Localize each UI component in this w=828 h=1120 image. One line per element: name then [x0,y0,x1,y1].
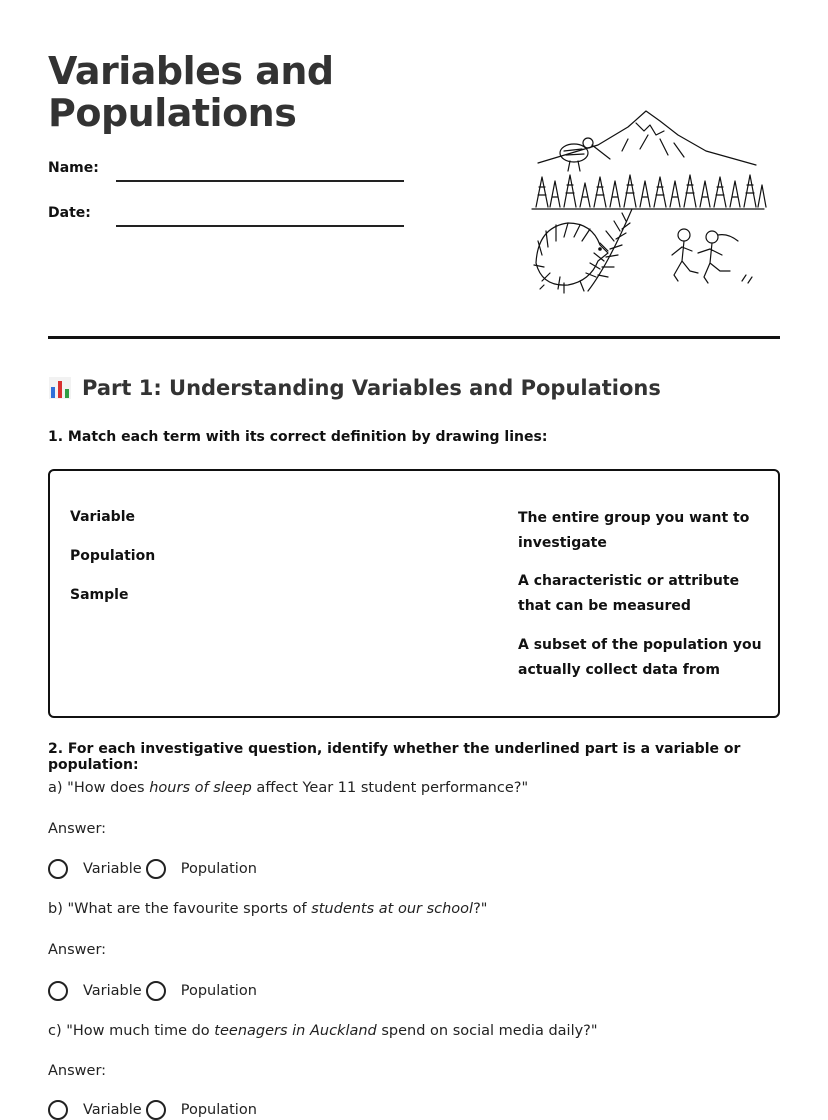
fern-icon [586,209,632,291]
title-line-1: Variables and [48,49,334,93]
date-field[interactable] [116,225,404,227]
answer-label: Answer: [48,1063,107,1079]
date-label: Date: [48,205,91,221]
title-line-2: Populations [48,91,297,135]
part-1-heading-text: Part 1: Understanding Variables and Populations [82,376,661,400]
term-sample[interactable]: Sample [70,587,129,603]
bar-chart-icon [48,376,72,400]
question-1-prompt: 1. Match each term with its correct definition by drawing lines: [48,429,548,445]
radio-label-population: Population [180,983,257,999]
question-2-prompt: 2. For each investigative question, identify whether the underlined part is a variable or population: [48,741,741,773]
definition-entire-group[interactable]: The entire group you want to investigate [518,510,750,551]
term-population[interactable]: Population [70,548,156,564]
worksheet-title [48,50,334,134]
name-field[interactable] [116,180,404,182]
part-1-heading [48,376,661,400]
question-2a-suffix: affect Year 11 student performance?" [251,780,529,796]
radio-variable-2a[interactable] [48,859,68,879]
hedgehog-icon [534,223,608,293]
question-2b-suffix: ?" [473,901,488,917]
forest-icon [532,175,766,209]
radio-population-2b[interactable] [146,981,166,1001]
radio-population-2a[interactable] [146,859,166,879]
answer-options-2a [48,859,261,879]
radio-label-variable: Variable [83,1102,142,1118]
radio-label-variable: Variable [83,861,142,877]
children-running-icon [540,229,752,289]
question-2b-emphasis: students at our school [311,901,474,917]
answer-options-2b [48,981,261,1001]
radio-label-variable: Variable [83,983,142,999]
question-2b-text [48,901,487,917]
radio-variable-2b[interactable] [48,981,68,1001]
question-2a-prefix: a) "How does [48,780,150,796]
name-label: Name: [48,160,99,176]
term-variable[interactable]: Variable [70,509,135,525]
nature-scene-illustration [528,105,770,297]
radio-label-population: Population [180,1102,257,1118]
definition-characteristic[interactable]: A characteristic or attribute that can be measured [518,573,740,614]
mountain-icon [538,111,756,165]
question-2a-emphasis: hours of sleep [149,780,252,796]
section-divider [48,336,780,339]
radio-population-2c[interactable] [146,1100,166,1120]
radio-variable-2c[interactable] [48,1100,68,1120]
answer-label: Answer: [48,942,107,958]
question-2a-text [48,780,528,796]
definition-subset[interactable]: A subset of the population you actually collect data from [518,637,762,678]
question-2c-prefix: c) "How much time do [48,1023,215,1039]
question-2c-emphasis: teenagers in Auckland [214,1023,377,1039]
question-2b-prefix: b) "What are the favourite sports of [48,901,312,917]
radio-label-population: Population [180,861,257,877]
answer-options-2c [48,1100,261,1120]
answer-label: Answer: [48,821,107,837]
question-2c-suffix: spend on social media daily?" [376,1023,598,1039]
question-2c-text [48,1023,598,1039]
matching-box [48,469,780,718]
